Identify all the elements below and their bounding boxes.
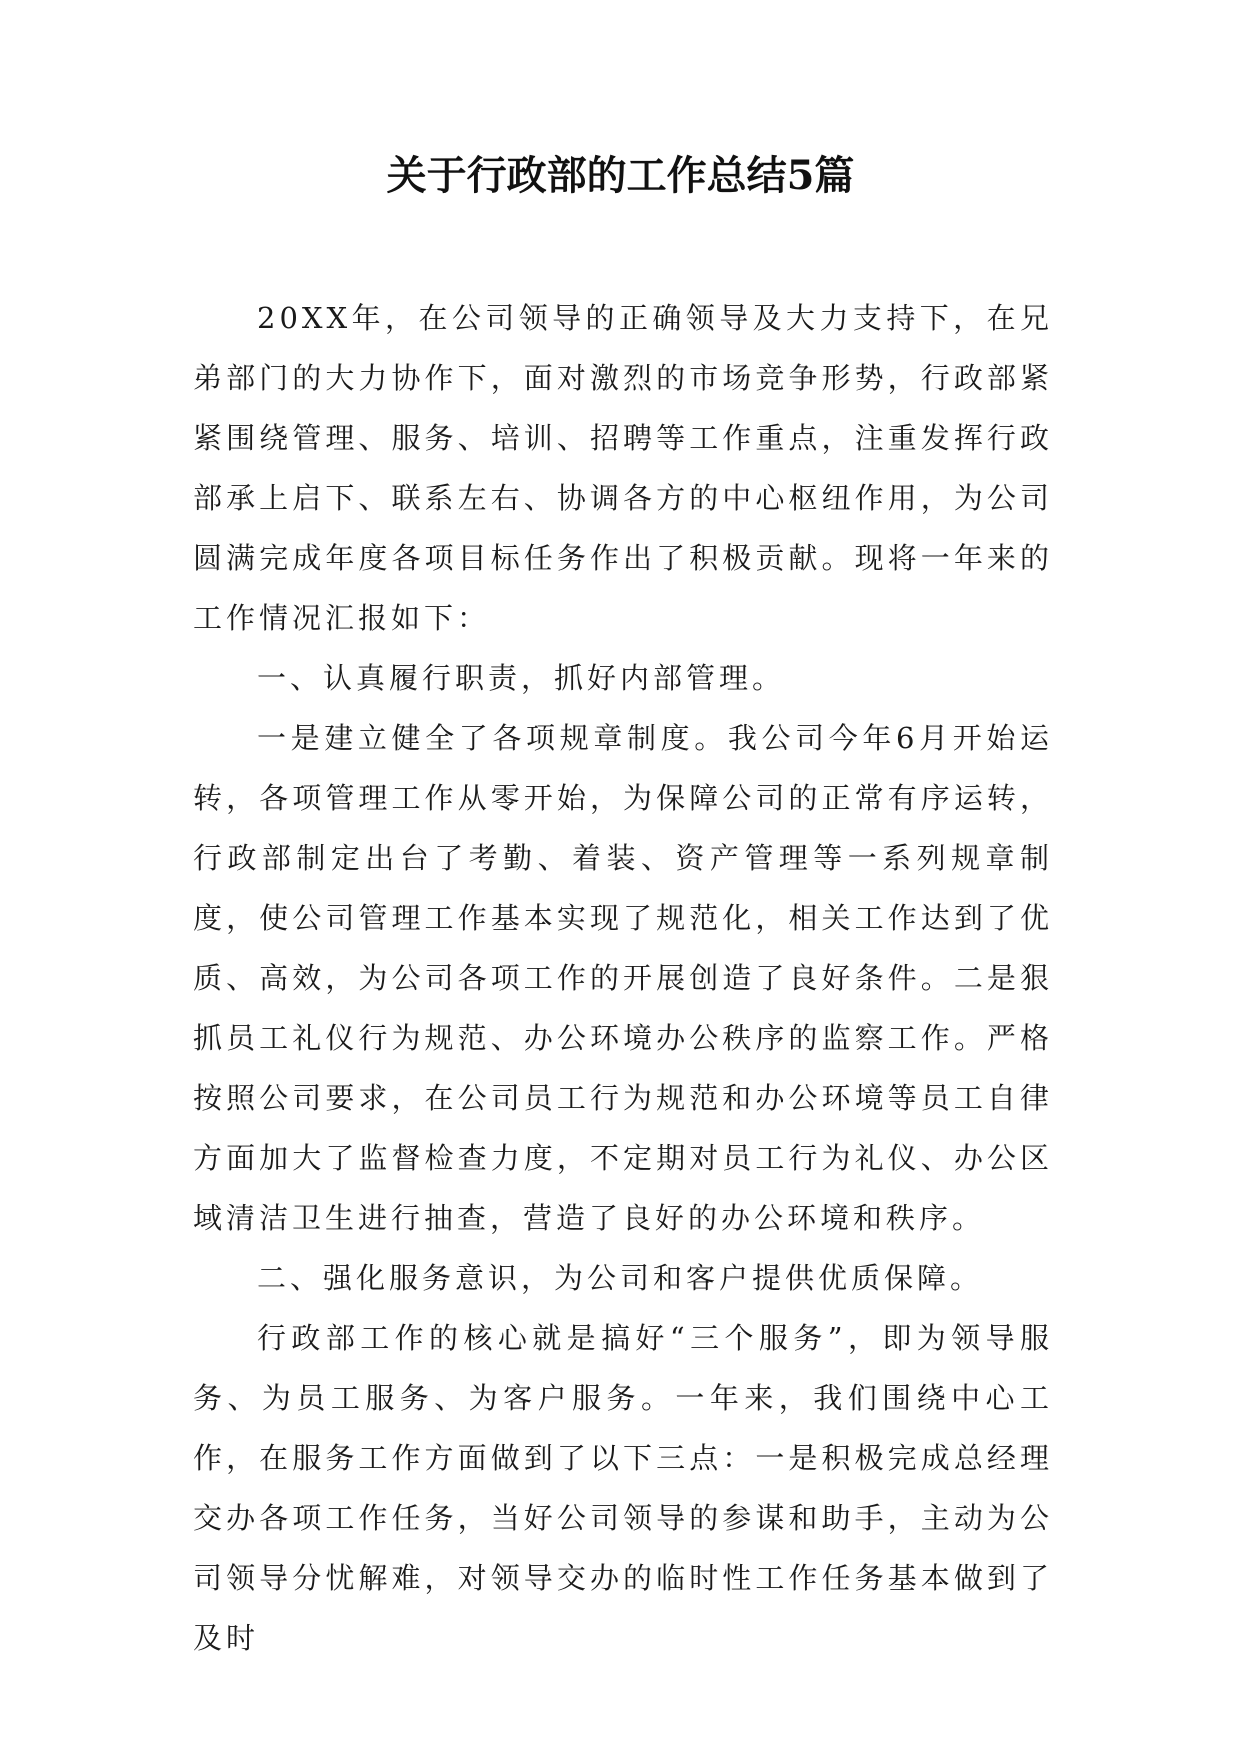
document-title: 关于行政部的工作总结5篇	[386, 152, 855, 199]
paragraph-section-2: 行政部工作的核心就是搞好“三个服务”，即为领导服务、为员工服务、为客户服务。一年来，我们围绕中心工作，在服务工作方面做到了以下三点：一是积极完成总经理交办各项工作任务，当好公司领导的参谋和助手，主动为公司领导分忧解难，对领导交办的临时性工作任务基本做到了及时	[193, 1321, 1053, 1655]
section-heading-1: 一、认真履行职责，抓好内部管理。	[257, 661, 786, 695]
document-body	[193, 288, 1053, 1668]
paragraph-section-1: 一是建立健全了各项规章制度。我公司今年6月开始运转，各项管理工作从零开始，为保障公司的正常有序运转，行政部制定出台了考勤、着装、资产管理等一系列规章制度，使公司管理工作基本实现了规范化，相关工作达到了优质、高效，为公司各项工作的开展创造了良好条件。二是狠抓员工礼仪行为规范、办公环境办公秩序的监察工作。严格按照公司要求，在公司员工行为规范和办公环境等员工自律方面加大了监督检查力度，不定期对员工行为礼仪、办公区域清洁卫生进行抽查，营造了良好的办公环境和秩序。	[193, 721, 1053, 1235]
section-heading-2: 二、强化服务意识，为公司和客户提供优质保障。	[257, 1261, 984, 1295]
paragraph-intro: 20XX年，在公司领导的正确领导及大力支持下，在兄弟部门的大力协作下，面对激烈的市场竞争形势，行政部紧紧围绕管理、服务、培训、招聘等工作重点，注重发挥行政部承上启下、联系左右、协调各方的中心枢纽作用，为公司圆满完成年度各项目标任务作出了积极贡献。现将一年来的工作情况汇报如下：	[193, 301, 1053, 635]
